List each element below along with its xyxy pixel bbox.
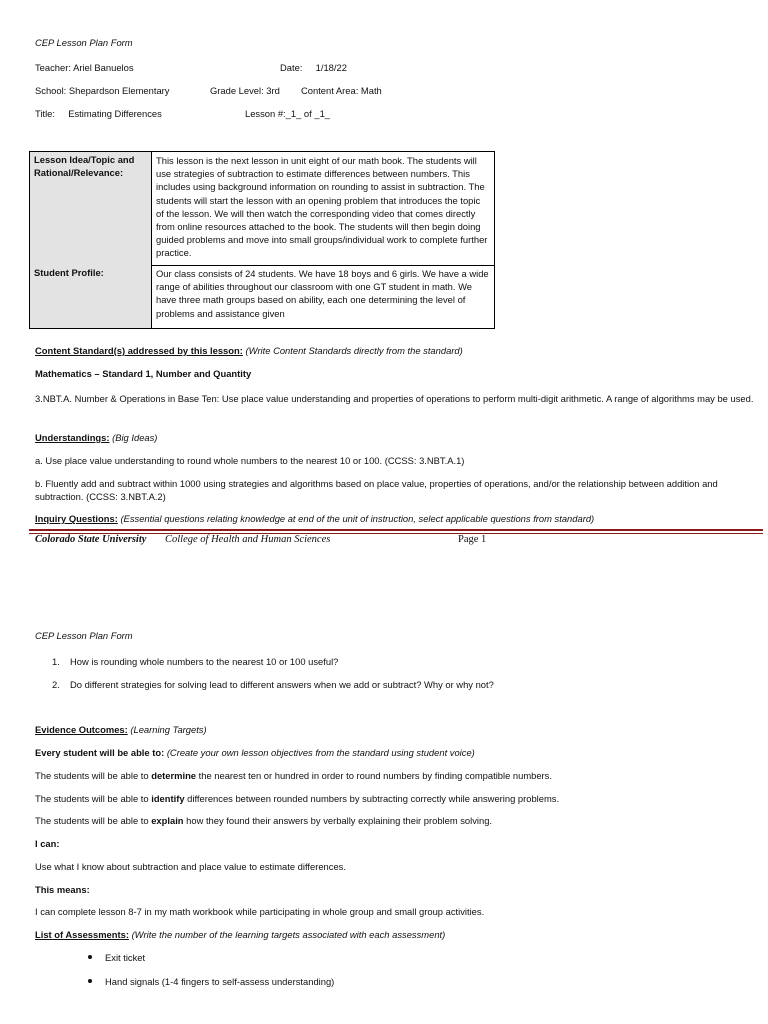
title-field [35, 108, 162, 119]
teacher-field [35, 62, 134, 73]
student-profile-text: Our class consists of 24 students. We have 18 boys and 6 girls. We have a wide range of abilities throughout our classroom with one GT student in math. We have three math groups based on ability, each one determining the level of problems and assistance given [156, 268, 489, 319]
understandings-line [35, 432, 157, 443]
assessments-line [35, 929, 445, 940]
question-text-2: Do different strategies for solving lead to different answers when we add or subtract? Why or why not? [70, 679, 494, 690]
footer-page-number: Page 1 [458, 534, 487, 545]
student-profile-label: Student Profile: [30, 265, 152, 328]
lesson-total: _1_ [314, 108, 331, 119]
math-standard: Mathematics – Standard 1, Number and Quantity [35, 368, 252, 379]
content-standard-line [35, 345, 463, 356]
objective-text: The students will be able to [35, 815, 152, 826]
ican-text: Use what I know about subtraction and place value to estimate differences. [35, 861, 346, 872]
date-value: 1/18/22 [315, 62, 347, 73]
evidence-note: (Learning Targets) [130, 724, 207, 735]
nbt-standard-text: 3.NBT.A. Number & Operations in Base Ten: Use place value understanding and properties of operations to perform multi-digit arithmetic. A range of algorithms may be used. [35, 393, 754, 404]
inquiry-line [35, 513, 594, 524]
footer-divider [29, 529, 763, 531]
lesson-info-table [29, 151, 495, 329]
evidence-heading: Evidence Outcomes: [35, 724, 128, 735]
date-field [280, 62, 347, 73]
understanding-a: a. Use place value understanding to round whole numbers to the nearest 10 or 100. (CCSS: 3.NBT.A.1) [35, 455, 465, 466]
ican-heading: I can: [35, 838, 60, 849]
bullet-icon [88, 979, 92, 983]
lesson-idea-label: Lesson Idea/Topic and Rational/Relevance: [30, 152, 152, 265]
objective-text: the nearest ten or hundred in order to round numbers by finding compatible numbers. [196, 770, 552, 781]
form-title-page2: CEP Lesson Plan Form [35, 630, 133, 641]
title-label: Title: [35, 108, 55, 119]
this-means-text: I can complete lesson 8-7 in my math workbook while participating in whole group and small group activities. [35, 906, 485, 917]
school-field [35, 85, 169, 96]
assessment-item-1: Exit ticket [105, 952, 146, 963]
lesson-number: _1_ [285, 108, 302, 119]
grade-label: Grade Level: [210, 85, 264, 96]
objective-verb: determine [151, 770, 197, 781]
content-standard-note: (Write Content Standards directly from the standard) [245, 345, 463, 356]
every-student-line [35, 747, 475, 758]
assessments-note: (Write the number of the learning targets associated with each assessment) [131, 929, 446, 940]
question-number-2: 2. [52, 679, 60, 690]
lesson-idea-text: This lesson is the next lesson in unit eight of our math book. The students will use strategies of subtraction to estimate differences between numbers. This includes using background information on rounding to assist in subtraction. The students will start the lesson with an opening problem that introduces the topic of the lesson. We will then watch the corresponding video that comes directly from online resources attached to the book. The students will then begin doing guided problems and move into small groups/individual work to complete further practice. [156, 155, 488, 259]
objective-text: The students will be able to [35, 770, 152, 781]
content-standard-heading: Content Standard(s) addressed by this lesson: [35, 345, 243, 356]
lesson-of: of [303, 108, 312, 119]
inquiry-note: (Essential questions relating knowledge at end of the unit of instruction, select applicable questions from standard) [120, 513, 595, 524]
title-value: Estimating Differences [68, 108, 162, 119]
objective-text: The students will be able to [35, 793, 152, 804]
table-row [30, 265, 494, 328]
this-means-heading: This means: [35, 884, 90, 895]
table-row [30, 152, 494, 266]
grade-field [210, 85, 280, 96]
objective-verb: explain [151, 815, 184, 826]
inquiry-heading: Inquiry Questions: [35, 513, 118, 524]
footer-university: Colorado State University [35, 534, 147, 545]
teacher-label: Teacher: [35, 62, 71, 73]
understandings-note: (Big Ideas) [112, 432, 158, 443]
lesson-number-field [245, 108, 330, 119]
objective-text: how they found their answers by verbally explaining their problem solving. [183, 815, 493, 826]
evidence-outcomes-line [35, 724, 207, 735]
lesson-label: Lesson #: [245, 108, 286, 119]
understanding-b: b. Fluently add and subtract within 1000 using strategies and algorithms based on place value, properties of operations, and/or the relationship between addition and subtraction. (CCSS: 3.NBT.A.2) [35, 478, 718, 502]
objective-3 [35, 815, 492, 826]
understandings-heading: Understandings: [35, 432, 110, 443]
date-label: Date: [280, 62, 303, 73]
question-text-1: How is rounding whole numbers to the nearest 10 or 100 useful? [70, 656, 339, 667]
objective-verb: identify [151, 793, 185, 804]
assessment-item-2: Hand signals (1-4 fingers to self-assess understanding) [105, 976, 335, 987]
objective-2 [35, 793, 559, 804]
grade-value: 3rd [266, 85, 280, 96]
question-number-1: 1. [52, 656, 60, 667]
every-student-heading: Every student will be able to: [35, 747, 165, 758]
bullet-icon [88, 955, 92, 959]
school-label: School: [35, 85, 67, 96]
teacher-value: Ariel Banuelos [73, 62, 134, 73]
objective-text: differences between rounded numbers by subtracting correctly while answering problems. [184, 793, 560, 804]
form-title: CEP Lesson Plan Form [35, 37, 133, 48]
assessments-heading: List of Assessments: [35, 929, 129, 940]
content-area: Content Area: Math [301, 85, 382, 96]
school-value: Shepardson Elementary [68, 85, 170, 96]
every-student-note: (Create your own lesson objectives from the standard using student voice) [166, 747, 475, 758]
footer-college: College of Health and Human Sciences [165, 534, 331, 545]
objective-1 [35, 770, 552, 781]
